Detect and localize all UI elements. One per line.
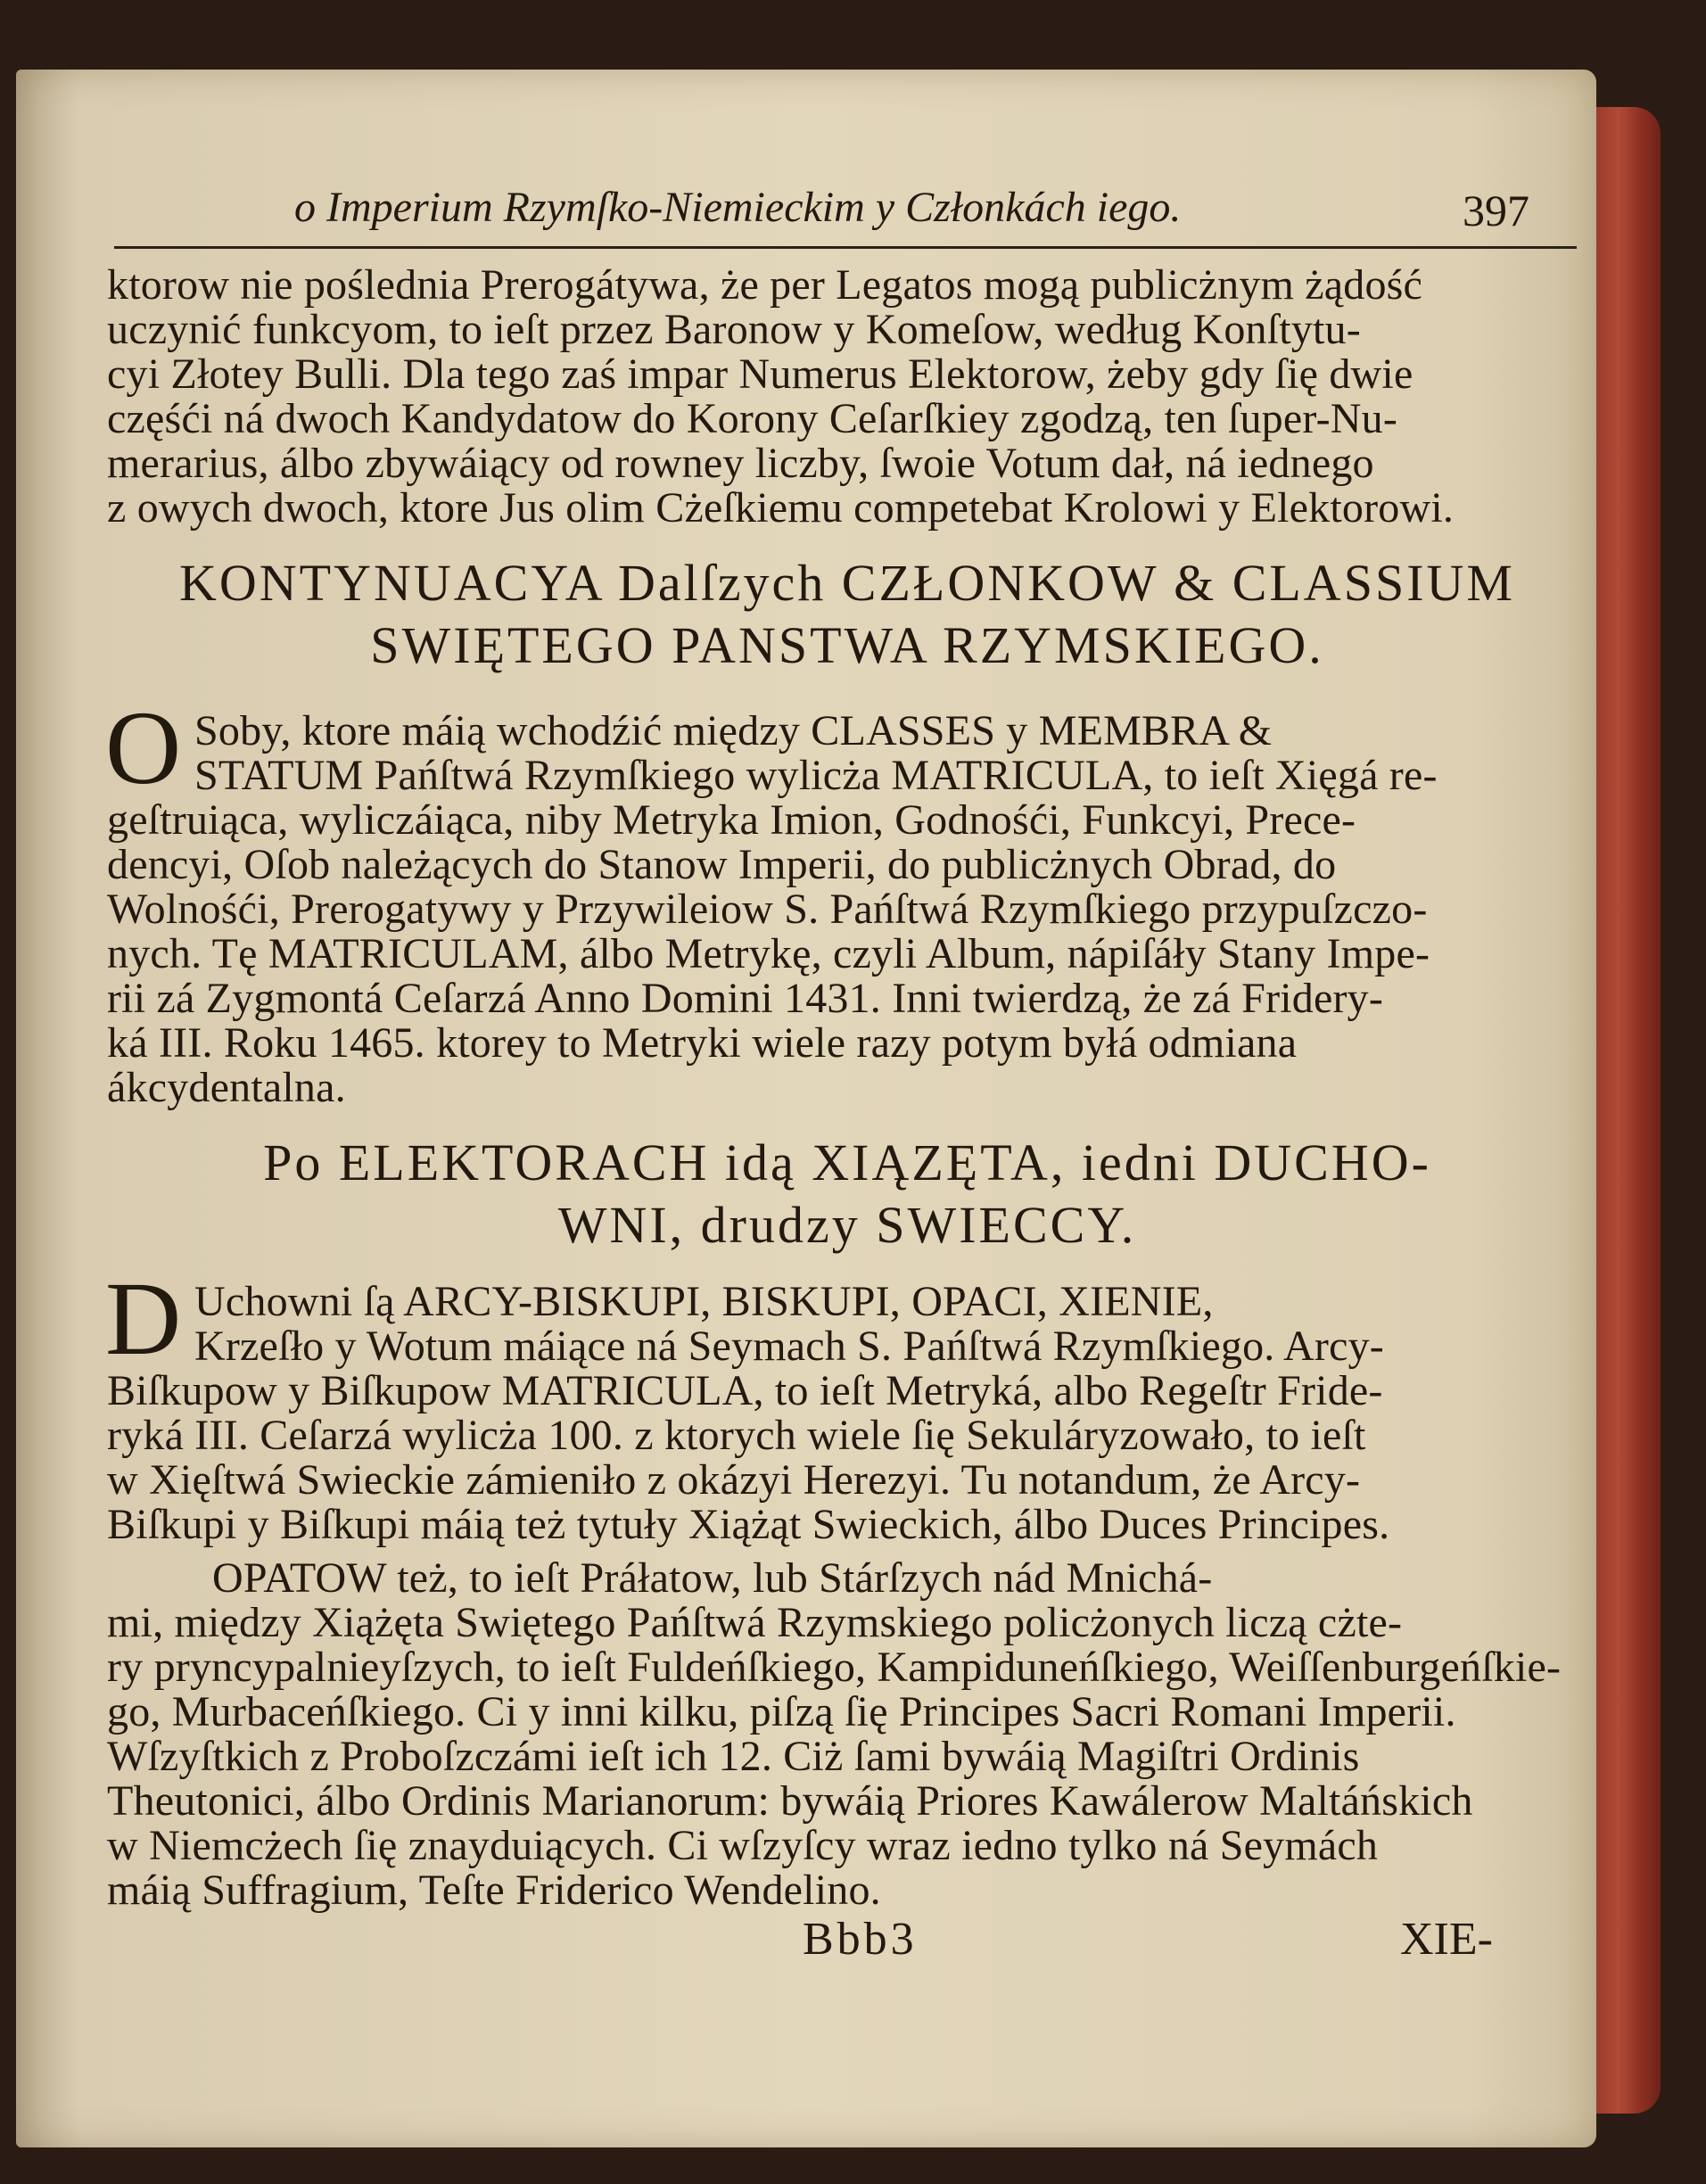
paragraph-4-line: máią Suffragium, Teſte Friderico Wendelino. xyxy=(107,1867,881,1914)
drop-cap: D xyxy=(105,1260,182,1377)
page-fore-edge xyxy=(1596,107,1661,2114)
drop-cap: O xyxy=(105,689,182,806)
paragraph-1-line: z owych dwoch, ktore Jus olim Cżeſkiemu competebat Krolowi y Elektorowi. xyxy=(107,484,1455,532)
paragraph-2-line: nych. Tę MATRICULAM, álbo Metrykę, czyli Album, nápiſáły Stany Impe- xyxy=(107,930,1430,977)
paragraph-4-line: ry pryncypalnieyſzych, to ieſt Fuldeńſkiego, Kampiduneńſkiego, Weiſſenburgeńſkie- xyxy=(107,1644,1562,1691)
paragraph-3-line: Krzeſło y Wotum máiące ná Seymach S. Pańſtwá Rzymſkiego. Arcy- xyxy=(194,1323,1384,1370)
paragraph-4-line: Wſzyſtkich z Proboſzczámi ieſt ich 12. Ciż ſami bywáią Magiſtri Ordinis xyxy=(107,1733,1360,1780)
paragraph-3-line: Uchowni ſą ARCY-BISKUPI, BISKUPI, OPACI, XIENIE, xyxy=(194,1278,1214,1325)
section-heading-line: KONTYNUACYA Dalſzych CZŁONKOW & CLASSIUM xyxy=(179,554,1515,612)
paragraph-1-line: uczynić funkcyom, to ieſt przez Baronow y Komeſow, według Konſtytu- xyxy=(107,306,1361,353)
paragraph-4-line: mi, między Xiążęta Swiętego Pańſtwá Rzymskiego policżonych liczą cżte- xyxy=(107,1599,1403,1646)
section-heading-line: SWIĘTEGO PANSTWA RZYMSKIEGO. xyxy=(370,616,1324,674)
paragraph-2-line: Soby, ktore máią wchodźić między CLASSES y MEMBRA & xyxy=(194,707,1273,754)
paragraph-4-line: go, Murbaceńſkiego. Ci y inni kilku, piſzą ſię Principes Sacri Romani Imperii. xyxy=(107,1688,1456,1735)
paragraph-4-line: Theutonici, álbo Ordinis Marianorum: bywáią Priores Kawálerow Maltáńskich xyxy=(107,1777,1473,1825)
paragraph-1-line: częśći ná dwoch Kandydatow do Korony Ceſarſkiey zgodzą, ten ſuper-Nu- xyxy=(107,395,1398,442)
running-head xyxy=(294,183,1587,232)
paragraph-4-line: w Niemcżech ſię znayduiących. Ci wſzyſcy wraz iedno tylko ná Seymách xyxy=(107,1822,1379,1869)
printer-signature: Bbb3 xyxy=(803,1914,918,1965)
paragraph-2-line: geſtruiąca, wyliczáiąca, niby Metryka Imion, Godnośći, Funkcyi, Prece- xyxy=(107,796,1356,844)
page-number: 397 xyxy=(1463,185,1529,235)
paragraph-3-line: w Xięſtwá Swieckie zámieniło z okázyi Herezyi. Tu notandum, że Arcy- xyxy=(107,1456,1361,1504)
paragraph-1-line: cyi Złotey Bulli. Dla tego zaś impar Numerus Elektorow, żeby gdy ſię dwie xyxy=(107,350,1413,398)
paragraph-1-line: ktorow nie poślednia Prerogátywa, że per Legatos mogą publicżnym żądość xyxy=(107,261,1423,309)
paragraph-3-line: Biſkupow y Biſkupow MATRICULA, to ieſt Metryká, albo Regeſtr Fride- xyxy=(107,1367,1383,1414)
paragraph-3-line: Biſkupi y Biſkupi máią też tytuły Xiążąt Swieckich, álbo Duces Principes. xyxy=(107,1501,1390,1548)
section-heading-line: WNI, drudzy SWIECCY. xyxy=(557,1196,1137,1254)
paragraph-2-line: ká III. Roku 1465. ktorey to Metryki wiele razy potym byłá odmiana xyxy=(107,1019,1298,1067)
paragraph-2-line: Wolnośći, Prerogatywy y Przywileiow S. Pańſtwá Rzymſkiego przypuſzczo- xyxy=(107,886,1428,933)
paragraph-2-line: STATUM Pańſtwá Rzymſkiego wylicża MATRICULA, to ieſt Xięgá re- xyxy=(194,752,1438,799)
paragraph-3-line: ryká III. Ceſarzá wylicża 100. z ktorych wiele ſię Sekuláryzowało, to ieſt xyxy=(107,1412,1366,1459)
paragraph-1-line: merarius, álbo zbywáiący od rowney liczby, ſwoie Votum dał, ná iednego xyxy=(107,440,1374,487)
paragraph-2-line: ákcydentalna. xyxy=(107,1064,346,1111)
catchword: XIE- xyxy=(1400,1914,1493,1965)
paragraph-4-line: OPATOW też, to ieſt Práłatow, lub Stárſzych nád Mnichá- xyxy=(212,1554,1213,1602)
header-rule xyxy=(114,246,1577,249)
paragraph-2-line: rii zá Zygmontá Ceſarzá Anno Domini 1431. Inni twierdzą, że zá Fridery- xyxy=(107,975,1384,1022)
running-head-title: o Imperium Rzymſko-Niemieckim y Członkách iego. xyxy=(294,184,1182,231)
section-heading-line: Po ELEKTORACH idą XIĄZĘTA, iedni DUCHO- xyxy=(263,1133,1431,1191)
paragraph-2-line: dencyi, Oſob należących do Stanow Imperii, do publicżnych Obrad, do xyxy=(107,841,1337,888)
